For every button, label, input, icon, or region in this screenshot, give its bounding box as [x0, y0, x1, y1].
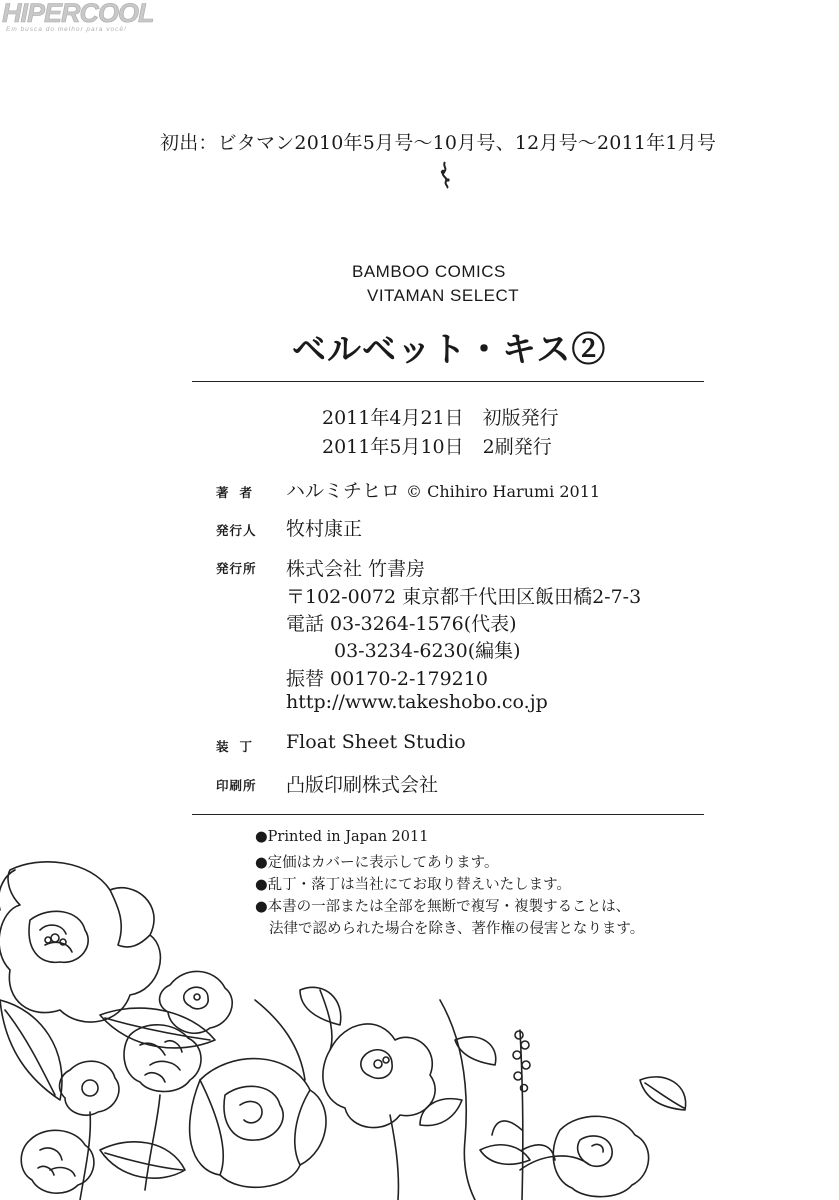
phone-main: 電話 03-3264-1576(代表): [286, 613, 517, 635]
divider-bottom: [192, 814, 704, 815]
author-value: [286, 476, 600, 503]
author-label: 著者: [216, 485, 264, 500]
author-name: ハルミチヒロ: [286, 480, 401, 502]
ornament-icon: [432, 160, 458, 190]
hipercool-watermark-logo: HIPERCOOL Em busca do melhor para você!: [2, 0, 154, 33]
imprint-bamboo-comics: BAMBOO COMICS: [352, 262, 506, 281]
note-copyright-warning-cont: 法律で認められた場合を除き、著作権の侵害となります。: [269, 921, 645, 937]
note-replacement: ●乱丁・落丁は当社にてお取り替えいたします。: [255, 877, 571, 893]
phone-editorial: 03-3234-6230(編集): [334, 640, 521, 662]
imprint-vitaman-select: VITAMAN SELECT: [367, 286, 520, 305]
edition-first: 2011年4月21日 初版発行: [322, 407, 559, 429]
printer-label: 印刷所: [216, 778, 257, 793]
publisher-url: http://www.takeshobo.co.jp: [286, 691, 548, 713]
publishing-company: 株式会社 竹書房: [286, 558, 426, 580]
design-studio: Float Sheet Studio: [286, 731, 466, 753]
publishing-house-label: 発行所: [216, 561, 257, 576]
publisher-address: 〒102-0072 東京都千代田区飯田橋2-7-3: [286, 586, 642, 608]
note-printed-in-japan: ●Printed in Japan 2011: [255, 829, 429, 845]
edition-second: 2011年5月10日 2刷発行: [322, 436, 552, 458]
design-label: 装丁: [216, 739, 264, 754]
postal-transfer: 振替 00170-2-179210: [286, 668, 488, 690]
divider-top: [192, 381, 704, 382]
book-title: ベルベット・キス②: [292, 330, 607, 370]
printer-name: 凸版印刷株式会社: [286, 774, 439, 796]
author-copyright: © Chihiro Harumi 2011: [406, 482, 601, 501]
publisher-name: 牧村康正: [286, 518, 363, 540]
note-price: ●定価はカバーに表示してあります。: [255, 855, 499, 871]
note-copyright-warning: ●本書の一部または全部を無断で複写・複製することは、: [255, 899, 631, 915]
flower-illustration: [0, 850, 839, 1200]
first-publication-line: 初出：ビタマン2010年5月号〜10月号、12月号〜2011年1月号: [160, 132, 717, 154]
publisher-label: 発行人: [216, 523, 257, 538]
